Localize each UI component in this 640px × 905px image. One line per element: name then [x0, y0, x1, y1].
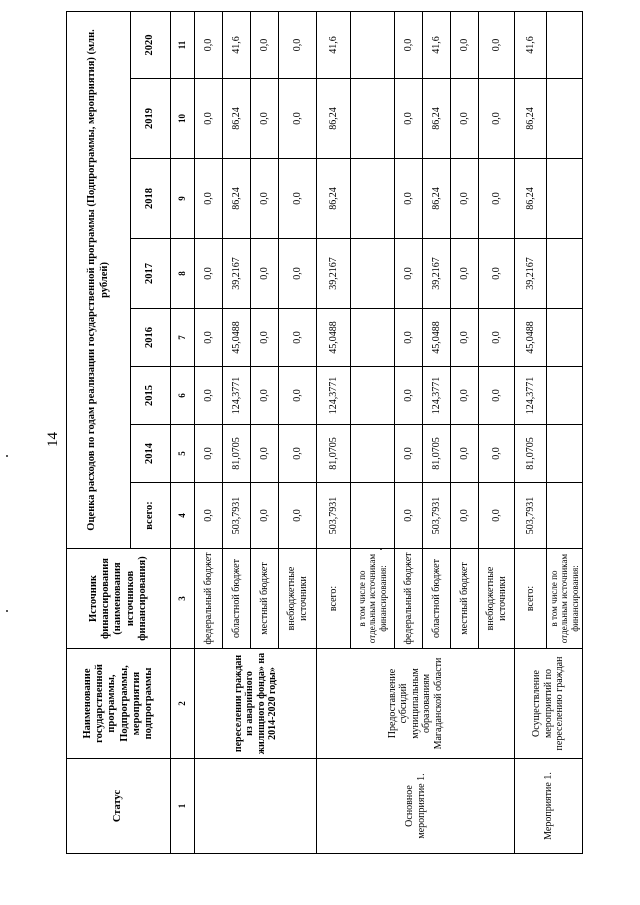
value-cell: 0,0: [451, 309, 479, 367]
value-cell: 0,0: [251, 11, 279, 78]
value-cell: 86,24: [317, 159, 351, 239]
value-cell: 81,0705: [515, 425, 547, 483]
value-cell: 0,0: [479, 239, 515, 309]
value-cell: 41,6: [317, 11, 351, 78]
value-cell: 45,0488: [317, 309, 351, 367]
value-cell: 0,0: [279, 483, 317, 549]
value-cell: 0,0: [195, 159, 223, 239]
empty-cell: [351, 239, 395, 309]
value-cell: 39,2167: [223, 239, 251, 309]
value-cell: 41,6: [515, 11, 547, 78]
block2-status: Основное мероприятие 1.: [317, 759, 515, 854]
column-number: 11: [171, 11, 195, 78]
source-label: всего:: [317, 549, 351, 649]
block3-name: Осуществление мероприятий по переселению граждан: [515, 649, 583, 759]
value-cell: 86,24: [317, 79, 351, 159]
empty-cell: [547, 367, 583, 425]
value-cell: 0,0: [279, 367, 317, 425]
value-cell: 81,0705: [423, 425, 451, 483]
header-total: всего:: [131, 483, 171, 549]
header-year: 2018: [131, 159, 171, 239]
value-cell: 0,0: [451, 367, 479, 425]
value-cell: 0,0: [479, 11, 515, 78]
empty-cell: [351, 425, 395, 483]
value-cell: 0,0: [195, 483, 223, 549]
header-estimate: Оценка расходов по годам реализации государственной программы (Подпрограммы, мероприятия) (млн. рублей): [67, 11, 131, 548]
empty-cell: [351, 309, 395, 367]
source-label: местный бюджет: [451, 549, 479, 649]
value-cell: 0,0: [279, 425, 317, 483]
source-label: местный бюджет: [251, 549, 279, 649]
value-cell: 0,0: [279, 239, 317, 309]
value-cell: 0,0: [451, 425, 479, 483]
value-cell: 0,0: [251, 425, 279, 483]
column-number: 1: [171, 759, 195, 854]
value-cell: 0,0: [451, 159, 479, 239]
empty-cell: [547, 425, 583, 483]
value-cell: 0,0: [279, 11, 317, 78]
column-number: 7: [171, 309, 195, 367]
value-cell: 39,2167: [515, 239, 547, 309]
empty-cell: [351, 159, 395, 239]
value-cell: 41,6: [223, 11, 251, 78]
value-cell: 45,0488: [515, 309, 547, 367]
value-cell: 0,0: [195, 239, 223, 309]
value-cell: 86,24: [223, 159, 251, 239]
column-number: 3: [171, 549, 195, 649]
column-number: 9: [171, 159, 195, 239]
value-cell: 0,0: [195, 425, 223, 483]
header-year: 2015: [131, 367, 171, 425]
value-cell: 0,0: [251, 79, 279, 159]
header-year: 2014: [131, 425, 171, 483]
value-cell: 86,24: [515, 159, 547, 239]
value-cell: 0,0: [279, 309, 317, 367]
source-label: областной бюджет: [423, 549, 451, 649]
header-name: Наименование государственной программы, Подпрограммы, мероприятия подпрограммы: [67, 649, 171, 759]
financing-table: [66, 12, 580, 854]
value-cell: 0,0: [395, 483, 423, 549]
value-cell: 0,0: [479, 367, 515, 425]
column-number: 4: [171, 483, 195, 549]
column-number: 10: [171, 79, 195, 159]
value-cell: 0,0: [195, 11, 223, 78]
value-cell: 41,6: [423, 11, 451, 78]
value-cell: 86,24: [223, 79, 251, 159]
page-number: 14: [45, 432, 61, 447]
value-cell: 503,7931: [223, 483, 251, 549]
value-cell: 0,0: [451, 239, 479, 309]
value-cell: 86,24: [423, 79, 451, 159]
value-cell: 0,0: [251, 367, 279, 425]
header-year: 2017: [131, 239, 171, 309]
empty-cell: [351, 11, 395, 78]
value-cell: 0,0: [395, 309, 423, 367]
value-cell: 124,3771: [515, 367, 547, 425]
source-label: внебюджетные источники: [279, 549, 317, 649]
value-cell: 86,24: [515, 79, 547, 159]
value-cell: 81,0705: [317, 425, 351, 483]
block1-name: переселении граждан из аварийного жилищного фонда» на 2014-2020 годы»: [195, 649, 317, 759]
header-year: 2020: [131, 11, 171, 78]
value-cell: 124,3771: [423, 367, 451, 425]
source-label: внебюджетные источники: [479, 549, 515, 649]
value-cell: 0,0: [251, 159, 279, 239]
value-cell: 0,0: [195, 367, 223, 425]
value-cell: 0,0: [479, 483, 515, 549]
value-cell: 0,0: [395, 367, 423, 425]
value-cell: 0,0: [279, 79, 317, 159]
value-cell: 0,0: [251, 239, 279, 309]
value-cell: 124,3771: [223, 367, 251, 425]
block3-status: Мероприятие 1.: [515, 759, 583, 854]
block2-name: Предоставление субсидий муниципальным образованиям Магаданской области: [317, 649, 515, 759]
source-label: федеральный бюджет: [195, 549, 223, 649]
header-status: Статус: [67, 759, 171, 854]
header-year: 2016: [131, 309, 171, 367]
empty-cell: [351, 79, 395, 159]
value-cell: 86,24: [423, 159, 451, 239]
value-cell: 39,2167: [317, 239, 351, 309]
block1-status: [195, 759, 317, 854]
value-cell: 0,0: [395, 11, 423, 78]
value-cell: 0,0: [395, 79, 423, 159]
column-number: 5: [171, 425, 195, 483]
empty-cell: [547, 239, 583, 309]
value-cell: 0,0: [479, 309, 515, 367]
value-cell: 0,0: [451, 483, 479, 549]
value-cell: 0,0: [479, 79, 515, 159]
value-cell: 0,0: [195, 79, 223, 159]
value-cell: 0,0: [195, 309, 223, 367]
header-year: 2019: [131, 79, 171, 159]
empty-cell: [547, 159, 583, 239]
header-source: Источник финансирования (наименования источников финансирования): [67, 549, 171, 649]
empty-cell: [547, 483, 583, 549]
value-cell: 0,0: [395, 239, 423, 309]
value-cell: 503,7931: [423, 483, 451, 549]
value-cell: 0,0: [251, 483, 279, 549]
value-cell: 0,0: [451, 11, 479, 78]
empty-cell: [547, 309, 583, 367]
value-cell: 81,0705: [223, 425, 251, 483]
sub-label: в том числе по отдельным источникам финансирования:: [547, 549, 583, 649]
column-number: 8: [171, 239, 195, 309]
value-cell: 124,3771: [317, 367, 351, 425]
sub-label: в том числе по отдельным источникам финансирования:: [351, 549, 395, 649]
scan-speck: [6, 455, 8, 457]
source-label: всего:: [515, 549, 547, 649]
empty-cell: [547, 79, 583, 159]
scan-speck: [6, 610, 8, 612]
value-cell: 0,0: [451, 79, 479, 159]
value-cell: 0,0: [479, 159, 515, 239]
empty-cell: [351, 367, 395, 425]
empty-cell: [547, 11, 583, 78]
value-cell: 0,0: [395, 425, 423, 483]
value-cell: 0,0: [395, 159, 423, 239]
value-cell: 45,0488: [423, 309, 451, 367]
value-cell: 503,7931: [515, 483, 547, 549]
source-label: федеральный бюджет: [395, 549, 423, 649]
value-cell: 0,0: [479, 425, 515, 483]
value-cell: 45,0488: [223, 309, 251, 367]
value-cell: 0,0: [251, 309, 279, 367]
value-cell: 39,2167: [423, 239, 451, 309]
value-cell: 503,7931: [317, 483, 351, 549]
column-number: 6: [171, 367, 195, 425]
source-label: областной бюджет: [223, 549, 251, 649]
column-number: 2: [171, 649, 195, 759]
value-cell: 0,0: [279, 159, 317, 239]
empty-cell: [351, 483, 395, 549]
